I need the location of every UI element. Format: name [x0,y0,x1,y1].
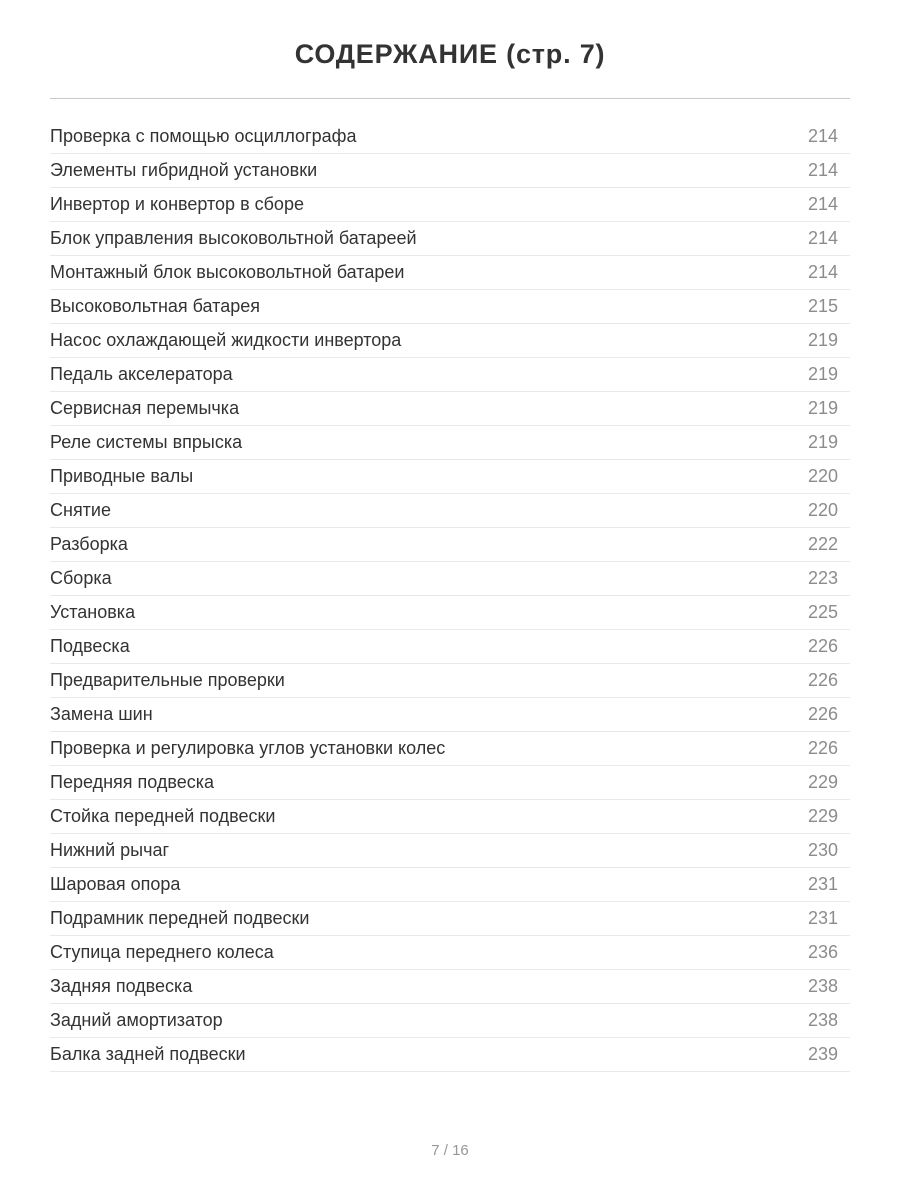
toc-entry-label: Сервисная перемычка [50,398,240,418]
toc-row[interactable] [50,528,850,562]
toc-row[interactable] [50,120,850,154]
toc-row[interactable] [50,426,850,460]
toc-list [50,120,850,1072]
toc-entry-label: Стойка передней подвески [50,806,276,826]
toc-entry-label: Балка задней подвески [50,1044,246,1064]
toc-entry-label: Снятие [50,500,111,520]
title-divider [50,98,850,99]
toc-entry-page: 231 [807,908,838,928]
toc-row[interactable] [50,460,850,494]
toc-entry-page: 226 [807,738,838,758]
toc-entry-page: 223 [807,568,838,588]
toc-entry-page: 222 [807,534,838,554]
toc-row[interactable] [50,936,850,970]
toc-entry-label: Инвертор и конвертор в сборе [50,194,304,214]
toc-entry-label: Задняя подвеска [50,976,193,996]
toc-entry-page: 214 [807,126,838,146]
toc-entry-page: 236 [807,942,838,962]
toc-entry-page: 238 [807,976,838,996]
toc-entry-page: 225 [807,602,838,622]
toc-row[interactable] [50,834,850,868]
toc-row[interactable] [50,1038,850,1072]
toc-entry-label: Подрамник передней подвески [50,908,310,928]
toc-row[interactable] [50,494,850,528]
toc-row[interactable] [50,766,850,800]
toc-row[interactable] [50,290,850,324]
toc-entry-page: 226 [807,704,838,724]
toc-entry-page: 220 [807,466,838,486]
toc-entry-label: Замена шин [50,704,153,724]
toc-entry-label: Педаль акселератора [50,364,233,384]
toc-row[interactable] [50,222,850,256]
toc-entry-page: 231 [807,874,838,894]
toc-entry-page: 219 [807,398,838,418]
toc-row[interactable] [50,902,850,936]
toc-entry-page: 214 [807,194,838,214]
toc-entry-page: 214 [807,160,838,180]
toc-row[interactable] [50,392,850,426]
toc-entry-label: Насос охлаждающей жидкости инвертора [50,330,402,350]
toc-entry-label: Реле системы впрыска [50,432,243,452]
toc-row[interactable] [50,732,850,766]
toc-entry-page: 226 [807,670,838,690]
toc-row[interactable] [50,868,850,902]
toc-entry-label: Шаровая опора [50,874,181,894]
toc-entry-page: 219 [807,364,838,384]
toc-entry-label: Задний амортизатор [50,1010,223,1030]
toc-row[interactable] [50,970,850,1004]
toc-entry-page: 229 [807,806,838,826]
toc-entry-label: Установка [50,602,136,622]
toc-entry-page: 239 [807,1044,838,1064]
toc-entry-label: Проверка с помощью осциллографа [50,126,357,146]
toc-entry-page: 238 [807,1010,838,1030]
toc-row[interactable] [50,596,850,630]
toc-entry-label: Проверка и регулировка углов установки колес [50,738,446,758]
page-indicator: 7 / 16 [431,1142,469,1159]
toc-entry-label: Нижний рычаг [50,840,170,860]
toc-row[interactable] [50,154,850,188]
toc-entry-page: 215 [807,296,838,316]
toc-row[interactable] [50,324,850,358]
toc-row[interactable] [50,630,850,664]
toc-row[interactable] [50,800,850,834]
toc-entry-label: Подвеска [50,636,130,656]
toc-entry-label: Сборка [50,568,112,588]
toc-entry-page: 219 [807,330,838,350]
toc-row[interactable] [50,1004,850,1038]
toc-row[interactable] [50,188,850,222]
page-title: СОДЕРЖАНИЕ (стр. 7) [294,39,606,69]
toc-entry-label: Ступица переднего колеса [50,942,274,962]
toc-entry-page: 220 [807,500,838,520]
toc-entry-label: Разборка [50,534,128,554]
toc-entry-page: 230 [807,840,838,860]
toc-entry-page: 229 [807,772,838,792]
toc-row[interactable] [50,664,850,698]
toc-entry-page: 219 [807,432,838,452]
toc-entry-label: Высоковольтная батарея [50,296,260,316]
toc-entry-label: Монтажный блок высоковольтной батареи [50,262,405,282]
toc-entry-label: Передняя подвеска [50,772,215,792]
toc-row[interactable] [50,256,850,290]
toc-entry-label: Блок управления высоковольтной батареей [50,228,417,248]
toc-entry-label: Предварительные проверки [50,670,285,690]
toc-entry-page: 214 [807,262,838,282]
toc-row[interactable] [50,562,850,596]
toc-row[interactable] [50,358,850,392]
toc-entry-page: 226 [807,636,838,656]
toc-entry-label: Элементы гибридной установки [50,160,318,180]
toc-row[interactable] [50,698,850,732]
toc-entry-label: Приводные валы [50,466,194,486]
toc-entry-page: 214 [807,228,838,248]
